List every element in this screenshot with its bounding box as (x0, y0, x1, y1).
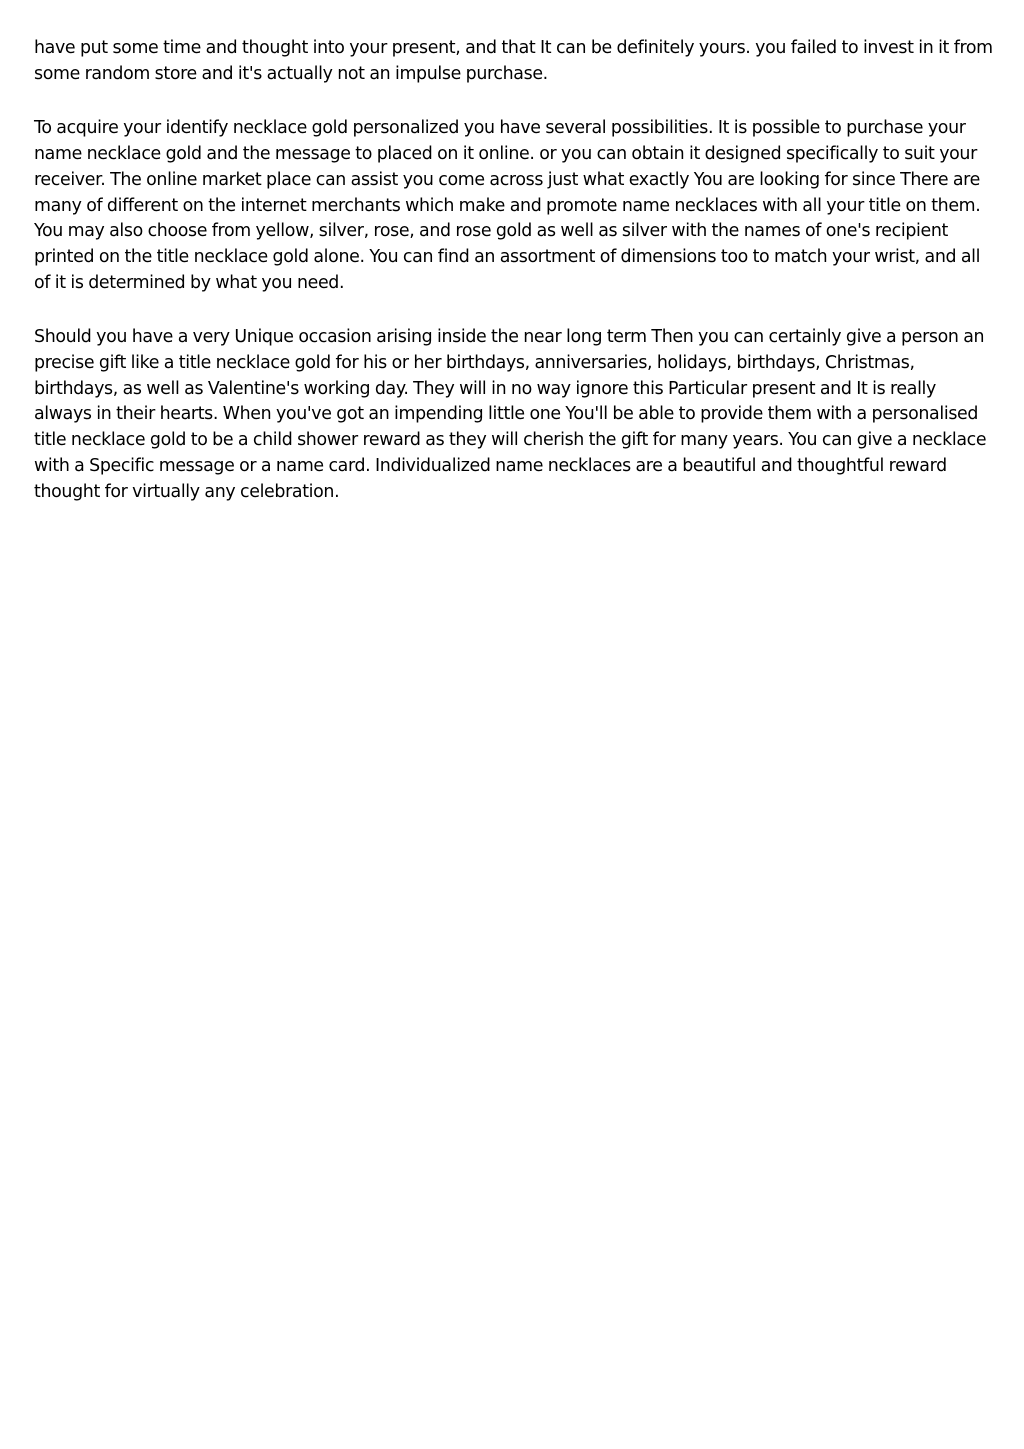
paragraph-2: To acquire your identify necklace gold personalized you have several possibilities. It is possible to purchase your name necklace gold and the message to placed on it online. or you can obtain it designed specifically to suit your receiver. The online market place can assist you come across just what exactly You are looking for since There are many of different on the internet merchants which make and promote name necklaces with all your title on them. You may also choose from yellow, silver, rose, and rose gold as well as silver with the names of one's recipient printed on the title necklace gold alone. You can find an assortment of dimensions too to match your wrist, and all of it is determined by what you need. (34, 118, 981, 293)
document-body (34, 36, 994, 534)
paragraph-3: Should you have a very Unique occasion arising inside the near long term Then you can certainly give a person an precise gift like a title necklace gold for his or her birthdays, anniversaries, holidays, birthdays, Christmas, birthdays, as well as Valentine's working day. They will in no way ignore this Particular present and It is really always in their hearts. When you've got an impending little one You'll be able to provide them with a personalised title necklace gold to be a child shower reward as they will cherish the gift for many years. You can give a necklace with a Specific message or a name card. Individualized name necklaces are a beautiful and thoughtful reward thought for virtually any celebration. (34, 327, 987, 502)
paragraph-1: have put some time and thought into your present, and that It can be definitely yours. you failed to invest in it from some random store and it's actually not an impulse purchase. (34, 38, 993, 84)
